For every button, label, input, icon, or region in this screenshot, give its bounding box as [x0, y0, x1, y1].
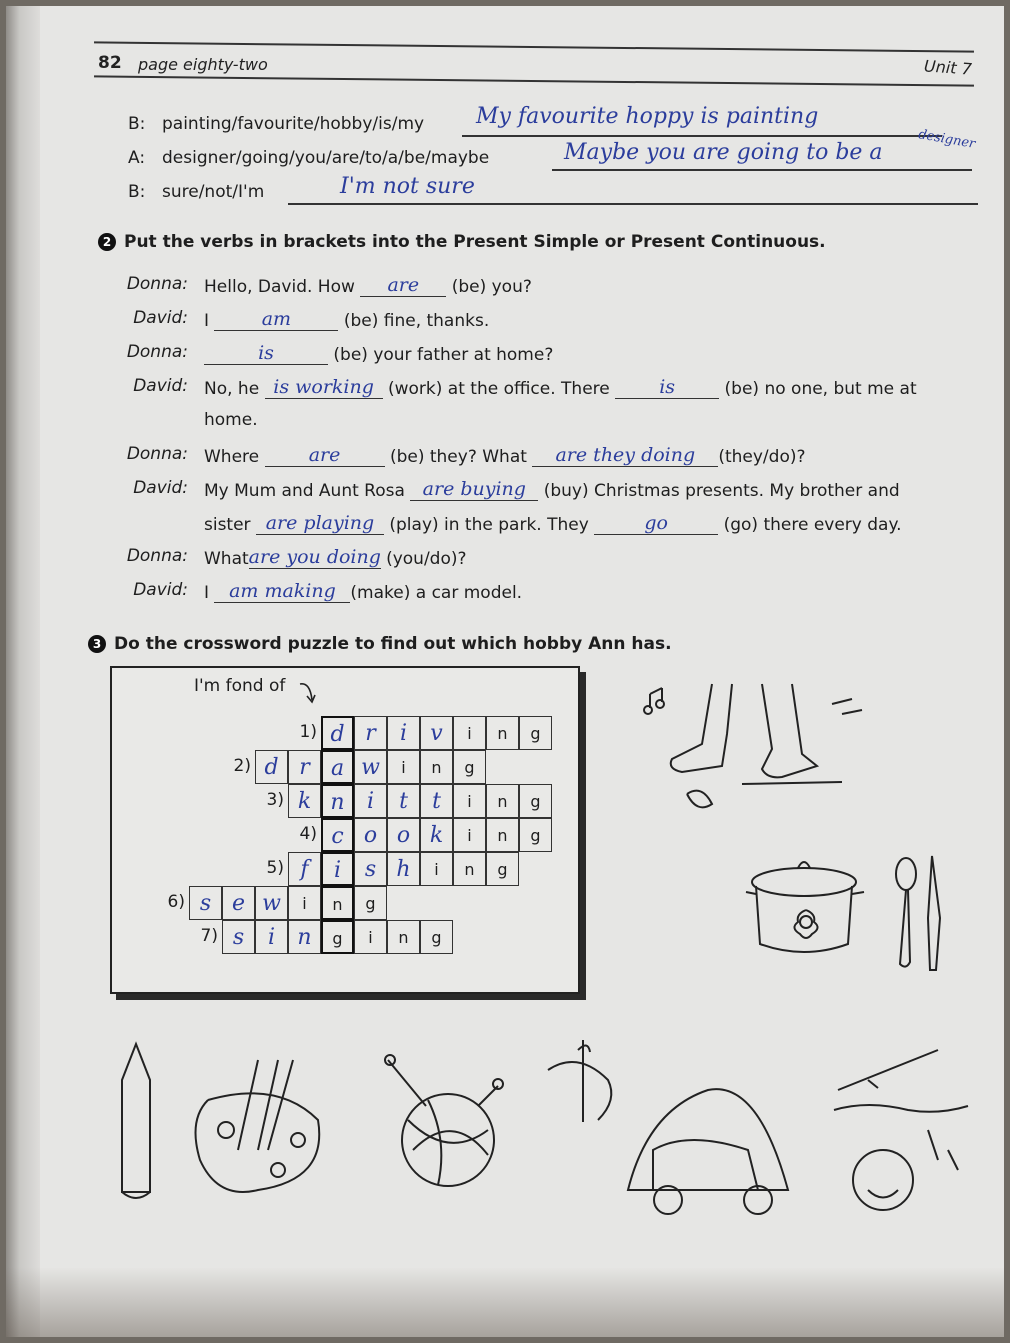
crossword-cell: g [519, 784, 552, 818]
crossword-cell: i [354, 784, 387, 818]
fishing-rod-icon [838, 1050, 938, 1090]
crossword-cell: t [387, 784, 420, 818]
crossword-cell: v [420, 716, 453, 750]
page-number: 82 [98, 53, 122, 73]
answer-blank: is [615, 376, 719, 399]
crossword-cell: i [420, 852, 453, 886]
paint-palette-icon [196, 1093, 320, 1192]
crossword-cell: k [288, 784, 321, 818]
dialogue-text: (be) fine, thanks. [343, 311, 490, 331]
ex1-line3-prompt: sure/not/I'm [162, 182, 265, 202]
crossword-cell: n [486, 818, 519, 852]
ex1-line2-answer-extra: designer [917, 127, 977, 152]
dialogue-text: My Mum and Aunt Rosa [204, 481, 405, 501]
speaker-donna: Donna: [126, 342, 188, 362]
ex1-line2-rule [552, 169, 972, 171]
answer-blank: are playing [256, 512, 384, 535]
dialogue-text: I [204, 583, 210, 603]
crossword-puzzle [110, 666, 580, 994]
clue-number: 6) [167, 892, 185, 912]
clue-number: 1) [299, 722, 317, 742]
yarn-ball-icon [402, 1094, 494, 1186]
answer-blank: are [360, 274, 446, 297]
exercise3-title [88, 634, 672, 654]
crossword-cell: g [354, 886, 387, 920]
dialogue-line [204, 546, 467, 569]
answer-blank: is [204, 342, 328, 365]
dialogue-text: (be) they? What [389, 447, 527, 467]
ex1-line2-prompt: designer/going/you/are/to/a/be/maybe [162, 148, 490, 168]
dialogue-text: (you/do)? [386, 549, 467, 569]
crossword-cell: w [255, 886, 288, 920]
ex1-line3-rule [288, 203, 978, 205]
answer-blank: are you doing [248, 546, 381, 568]
speaker-donna: Donna: [126, 444, 188, 464]
answer-blank: are buying [410, 478, 538, 501]
clue-number: 3) [266, 790, 284, 810]
dialogue-text: What [204, 549, 249, 569]
singing-girl-icon [853, 1150, 913, 1210]
crossword-cell: r [354, 716, 387, 750]
crossword-cell: o [387, 818, 420, 852]
dialogue-text: Hello, David. How [204, 277, 355, 297]
dialogue-text: sister [204, 515, 251, 535]
crossword-cell: g [519, 818, 552, 852]
crossword-key-cell: g [321, 920, 354, 954]
crossword-cell: i [288, 886, 321, 920]
crossword-cell: n [288, 920, 321, 954]
needle-icon [578, 1040, 590, 1122]
dialogue-line [204, 478, 900, 501]
crossword-cell: g [420, 920, 453, 954]
dialogue-text: (be) you? [451, 277, 532, 297]
page-shadow [6, 1267, 1004, 1337]
crossword-cell: r [288, 750, 321, 784]
dialogue-text: (go) there every day. [723, 515, 902, 535]
dialogue-line [204, 308, 489, 331]
crossword-cell: w [354, 750, 387, 784]
crossword-cell: k [420, 818, 453, 852]
dialogue-line [204, 342, 553, 365]
clue-number: 2) [233, 756, 251, 776]
ex1-line2-answer: Maybe you are going to be a [564, 140, 883, 165]
ex1-line1-prompt: painting/favourite/hobby/is/my [162, 114, 425, 134]
crossword-key-cell: i [321, 852, 354, 886]
ex1-line3-speaker: B: [128, 182, 146, 202]
book-spine [6, 6, 40, 1337]
crossword-cell: i [354, 920, 387, 954]
exercise2-number: 2 [98, 233, 116, 251]
exercise3-instruction: Do the crossword puzzle to find out which hobby Ann has. [114, 634, 672, 654]
dialogue-line [204, 444, 806, 467]
toy-car-icon [628, 1089, 788, 1190]
dialogue-text: No, he [204, 379, 260, 399]
header-bottom-rule [94, 75, 974, 86]
crossword-cell: h [387, 852, 420, 886]
crossword-cell: g [486, 852, 519, 886]
dialogue-text: Where [204, 447, 260, 467]
crossword-cell: g [519, 716, 552, 750]
dialogue-continuation: home. [204, 410, 258, 430]
ex1-line1-rule [462, 135, 942, 137]
answer-blank: go [594, 512, 718, 535]
dialogue-line [204, 580, 522, 603]
ex1-line1-answer: My favourite hoppy is painting [476, 104, 819, 129]
ex1-line1-speaker: B: [128, 114, 146, 134]
page-number-words: page eighty-two [138, 55, 268, 74]
crossword-cell: n [387, 920, 420, 954]
dialogue-line [204, 512, 902, 535]
answer-blank: is working [265, 376, 383, 399]
dialogue-text: (make) a car model. [350, 583, 523, 603]
pencil-icon [122, 1044, 150, 1192]
arrow-down-icon [298, 680, 322, 706]
dialogue-text: (they/do)? [718, 447, 806, 467]
crossword-cell: i [387, 750, 420, 784]
crossword-key-cell: n [321, 886, 354, 920]
answer-blank: are [265, 444, 385, 467]
dancing-feet-icon [642, 674, 872, 824]
dialogue-text: I [204, 311, 210, 331]
exercise1-lines [128, 104, 978, 210]
crossword-cell: d [255, 750, 288, 784]
speaker-david: David: [133, 478, 188, 498]
dialogue-text: (be) your father at home? [333, 345, 554, 365]
exercise3-number: 3 [88, 635, 106, 653]
speaker-david: David: [133, 308, 188, 328]
dialogue-line [204, 376, 917, 399]
answer-blank: are they doing [532, 444, 718, 467]
crossword-cell: o [354, 818, 387, 852]
ex1-line3-answer: I'm not sure [340, 174, 475, 199]
clue-number: 7) [200, 926, 218, 946]
dialogue-text: (be) no one, but me at [724, 379, 917, 399]
exercise2-title [98, 232, 826, 252]
crossword-cell: i [453, 818, 486, 852]
crossword-cell: t [420, 784, 453, 818]
speaker-donna: Donna: [126, 546, 188, 566]
unit-label: Unit 7 [923, 56, 973, 79]
clue-number: 4) [299, 824, 317, 844]
crossword-cell: i [387, 716, 420, 750]
dialogue-text: (play) in the park. They [389, 515, 589, 535]
crossword-cell: s [354, 852, 387, 886]
header-top-rule [94, 41, 974, 52]
crossword-cell: f [288, 852, 321, 886]
dialogue-line [204, 274, 532, 297]
ex1-line2-speaker: A: [128, 148, 146, 168]
crossword-key-cell: d [321, 716, 354, 750]
speaker-david: David: [133, 376, 188, 396]
crossword-cell: e [222, 886, 255, 920]
crossword-cell: i [453, 716, 486, 750]
crossword-cell: n [420, 750, 453, 784]
crossword-cell: n [486, 716, 519, 750]
speaker-david: David: [133, 580, 188, 600]
exercise2-instruction: Put the verbs in brackets into the Present Simple or Present Continuous. [124, 232, 826, 252]
crossword-cell: s [222, 920, 255, 954]
fond-of-label: I'm fond of [194, 676, 286, 696]
dialogue-text: (buy) Christmas presents. My brother and [543, 481, 900, 501]
crossword-cell: g [453, 750, 486, 784]
dialogue-text: (work) at the office. There [387, 379, 610, 399]
crossword-cell: s [189, 886, 222, 920]
speaker-donna: Donna: [126, 274, 188, 294]
crossword-cell: n [486, 784, 519, 818]
cooking-pot-icon [744, 852, 954, 982]
crossword-key-cell: c [321, 818, 354, 852]
clue-number: 5) [266, 858, 284, 878]
crossword-key-cell: n [321, 784, 354, 818]
answer-blank: am [214, 308, 338, 331]
crossword-cell: i [255, 920, 288, 954]
crossword-key-cell: a [321, 750, 354, 784]
crossword-cell: n [453, 852, 486, 886]
hobby-illustrations-row [108, 1040, 978, 1230]
workbook-page [6, 6, 1004, 1337]
crossword-cell: i [453, 784, 486, 818]
answer-blank: am making [214, 580, 350, 603]
